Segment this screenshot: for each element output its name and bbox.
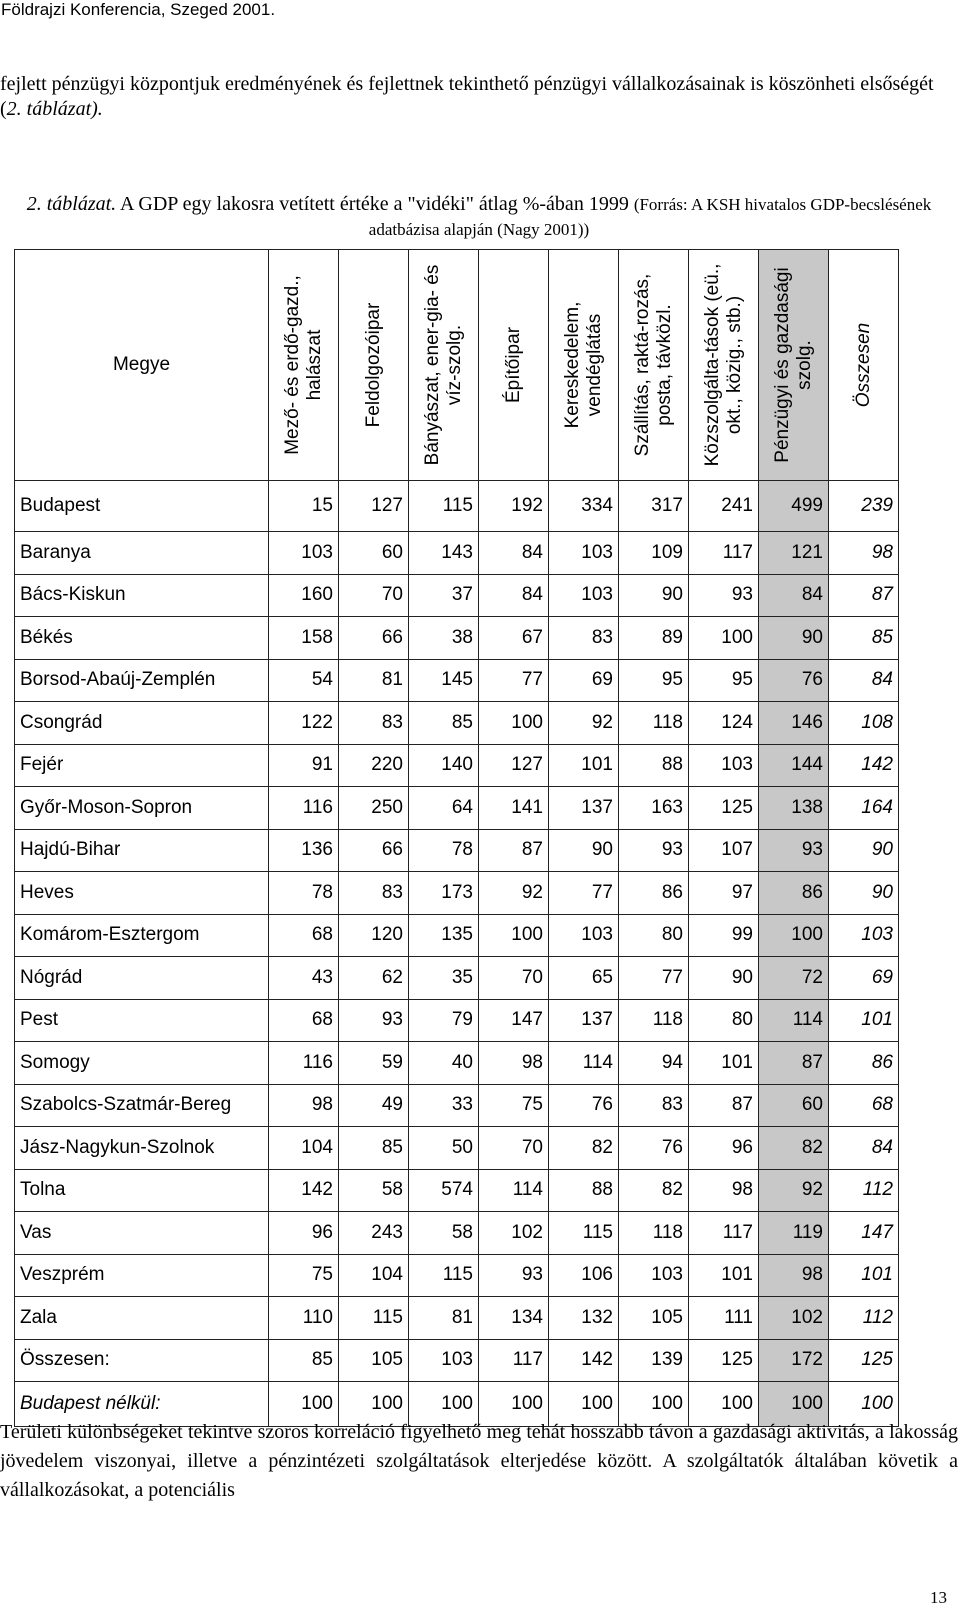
table-row bbox=[15, 702, 899, 745]
value-cell: 111 bbox=[689, 1297, 759, 1340]
value-cell: 103 bbox=[829, 914, 899, 957]
table-row bbox=[15, 532, 899, 575]
value-cell: 86 bbox=[759, 872, 829, 915]
header-transport bbox=[619, 250, 689, 481]
table-row bbox=[15, 617, 899, 660]
value-cell: 102 bbox=[479, 1212, 549, 1255]
header-trade-label: Kereskedelem, vendéglátás bbox=[561, 301, 605, 429]
table-row bbox=[15, 787, 899, 830]
value-cell: 88 bbox=[619, 744, 689, 787]
value-cell: 139 bbox=[619, 1339, 689, 1382]
value-cell: 250 bbox=[339, 787, 409, 830]
table-row bbox=[15, 744, 899, 787]
value-cell: 121 bbox=[759, 532, 829, 575]
value-cell: 239 bbox=[829, 481, 899, 532]
body-paragraph: Területi különbségeket tekintve szoros korreláció figyelhető meg tehát hosszabb távon a gazdasági aktivitás, a lakosság jövedelem viszonyai, illetve a pénzintézeti szolgáltatások elterjedése között. A szolgáltatók általában követik a vállalkozásokat, a potenciális bbox=[0, 1421, 958, 1501]
value-cell: 15 bbox=[269, 481, 339, 532]
value-cell: 103 bbox=[619, 1254, 689, 1297]
value-cell: 134 bbox=[479, 1297, 549, 1340]
value-cell: 58 bbox=[339, 1169, 409, 1212]
value-cell: 143 bbox=[409, 532, 479, 575]
value-cell: 84 bbox=[829, 1127, 899, 1170]
value-cell: 104 bbox=[269, 1127, 339, 1170]
table-row bbox=[15, 1169, 899, 1212]
value-cell: 98 bbox=[269, 1084, 339, 1127]
county-name: Összesen: bbox=[15, 1339, 269, 1382]
value-cell: 76 bbox=[619, 1127, 689, 1170]
value-cell: 100 bbox=[269, 1382, 339, 1427]
county-name: Hajdú-Bihar bbox=[15, 829, 269, 872]
value-cell: 118 bbox=[619, 1212, 689, 1255]
value-cell: 101 bbox=[549, 744, 619, 787]
value-cell: 107 bbox=[689, 829, 759, 872]
header-row bbox=[15, 250, 899, 481]
table-row bbox=[15, 1339, 899, 1382]
value-cell: 164 bbox=[829, 787, 899, 830]
value-cell: 86 bbox=[829, 1042, 899, 1085]
value-cell: 86 bbox=[619, 872, 689, 915]
value-cell: 76 bbox=[549, 1084, 619, 1127]
value-cell: 135 bbox=[409, 914, 479, 957]
value-cell: 83 bbox=[339, 872, 409, 915]
value-cell: 49 bbox=[339, 1084, 409, 1127]
value-cell: 69 bbox=[829, 957, 899, 1000]
value-cell: 88 bbox=[549, 1169, 619, 1212]
value-cell: 114 bbox=[549, 1042, 619, 1085]
value-cell: 110 bbox=[269, 1297, 339, 1340]
county-name: Tolna bbox=[15, 1169, 269, 1212]
county-name: Borsod-Abaúj-Zemplén bbox=[15, 659, 269, 702]
value-cell: 118 bbox=[619, 999, 689, 1042]
value-cell: 125 bbox=[829, 1339, 899, 1382]
value-cell: 114 bbox=[479, 1169, 549, 1212]
value-cell: 117 bbox=[689, 1212, 759, 1255]
table-row bbox=[15, 872, 899, 915]
value-cell: 68 bbox=[269, 999, 339, 1042]
header-megye: Megye bbox=[15, 250, 269, 481]
table-row bbox=[15, 914, 899, 957]
table-row bbox=[15, 574, 899, 617]
table-row bbox=[15, 999, 899, 1042]
table-row bbox=[15, 481, 899, 532]
value-cell: 60 bbox=[339, 532, 409, 575]
value-cell: 108 bbox=[829, 702, 899, 745]
value-cell: 70 bbox=[479, 1127, 549, 1170]
value-cell: 76 bbox=[759, 659, 829, 702]
value-cell: 67 bbox=[479, 617, 549, 660]
value-cell: 43 bbox=[269, 957, 339, 1000]
value-cell: 102 bbox=[759, 1297, 829, 1340]
value-cell: 72 bbox=[759, 957, 829, 1000]
header-construction-label: Építőipar bbox=[502, 326, 524, 404]
header-agriculture-label: Mező- és erdő-gazd., halászat bbox=[281, 275, 325, 455]
value-cell: 77 bbox=[479, 659, 549, 702]
value-cell: 70 bbox=[479, 957, 549, 1000]
value-cell: 173 bbox=[409, 872, 479, 915]
table-header bbox=[15, 250, 899, 481]
header-agriculture bbox=[269, 250, 339, 481]
value-cell: 103 bbox=[549, 532, 619, 575]
value-cell: 82 bbox=[549, 1127, 619, 1170]
value-cell: 101 bbox=[689, 1254, 759, 1297]
county-name: Szabolcs-Szatmár-Bereg bbox=[15, 1084, 269, 1127]
table-body bbox=[15, 481, 899, 1427]
value-cell: 136 bbox=[269, 829, 339, 872]
value-cell: 87 bbox=[759, 1042, 829, 1085]
value-cell: 79 bbox=[409, 999, 479, 1042]
value-cell: 85 bbox=[829, 617, 899, 660]
value-cell: 93 bbox=[619, 829, 689, 872]
value-cell: 84 bbox=[829, 659, 899, 702]
value-cell: 84 bbox=[479, 532, 549, 575]
value-cell: 58 bbox=[409, 1212, 479, 1255]
header-public-services-label: Közszolgálta-tások (eü., okt., közig., stb.) bbox=[701, 263, 745, 467]
value-cell: 117 bbox=[689, 532, 759, 575]
value-cell: 100 bbox=[479, 1382, 549, 1427]
value-cell: 114 bbox=[759, 999, 829, 1042]
value-cell: 158 bbox=[269, 617, 339, 660]
value-cell: 75 bbox=[269, 1254, 339, 1297]
value-cell: 59 bbox=[339, 1042, 409, 1085]
table-row bbox=[15, 1127, 899, 1170]
value-cell: 100 bbox=[829, 1382, 899, 1427]
value-cell: 101 bbox=[829, 999, 899, 1042]
value-cell: 103 bbox=[689, 744, 759, 787]
county-name: Komárom-Esztergom bbox=[15, 914, 269, 957]
value-cell: 142 bbox=[549, 1339, 619, 1382]
value-cell: 105 bbox=[619, 1297, 689, 1340]
value-cell: 116 bbox=[269, 787, 339, 830]
county-name: Fejér bbox=[15, 744, 269, 787]
value-cell: 125 bbox=[689, 1339, 759, 1382]
value-cell: 147 bbox=[829, 1212, 899, 1255]
header-transport-label: Szállítás, raktá-rozás, posta, távközl. bbox=[631, 273, 675, 457]
table-caption bbox=[0, 192, 958, 242]
value-cell: 90 bbox=[829, 829, 899, 872]
county-name: Heves bbox=[15, 872, 269, 915]
value-cell: 82 bbox=[759, 1127, 829, 1170]
value-cell: 92 bbox=[479, 872, 549, 915]
value-cell: 124 bbox=[689, 702, 759, 745]
value-cell: 147 bbox=[479, 999, 549, 1042]
value-cell: 93 bbox=[339, 999, 409, 1042]
table-row bbox=[15, 1084, 899, 1127]
header-mining-energy bbox=[409, 250, 479, 481]
value-cell: 90 bbox=[549, 829, 619, 872]
value-cell: 163 bbox=[619, 787, 689, 830]
county-name: Zala bbox=[15, 1297, 269, 1340]
value-cell: 115 bbox=[549, 1212, 619, 1255]
value-cell: 87 bbox=[479, 829, 549, 872]
header-manufacturing bbox=[339, 250, 409, 481]
value-cell: 87 bbox=[689, 1084, 759, 1127]
county-name: Veszprém bbox=[15, 1254, 269, 1297]
header-construction bbox=[479, 250, 549, 481]
value-cell: 64 bbox=[409, 787, 479, 830]
value-cell: 116 bbox=[269, 1042, 339, 1085]
value-cell: 80 bbox=[619, 914, 689, 957]
value-cell: 92 bbox=[549, 702, 619, 745]
value-cell: 499 bbox=[759, 481, 829, 532]
value-cell: 82 bbox=[619, 1169, 689, 1212]
value-cell: 112 bbox=[829, 1297, 899, 1340]
value-cell: 66 bbox=[339, 829, 409, 872]
value-cell: 101 bbox=[689, 1042, 759, 1085]
value-cell: 103 bbox=[409, 1339, 479, 1382]
county-name: Győr-Moson-Sopron bbox=[15, 787, 269, 830]
header-financial bbox=[759, 250, 829, 481]
value-cell: 90 bbox=[619, 574, 689, 617]
table-row bbox=[15, 1212, 899, 1255]
value-cell: 132 bbox=[549, 1297, 619, 1340]
value-cell: 84 bbox=[479, 574, 549, 617]
table-row bbox=[15, 829, 899, 872]
value-cell: 77 bbox=[619, 957, 689, 1000]
county-name: Budapest nélkül: bbox=[15, 1382, 269, 1427]
value-cell: 103 bbox=[549, 914, 619, 957]
value-cell: 160 bbox=[269, 574, 339, 617]
value-cell: 33 bbox=[409, 1084, 479, 1127]
value-cell: 96 bbox=[269, 1212, 339, 1255]
value-cell: 100 bbox=[759, 1382, 829, 1427]
intro-body: fejlett pénzügyi központjuk eredményének és fejlettnek tekinthető pénzügyi vállalkozásainak is köszönheti elsőségét ( bbox=[0, 73, 934, 120]
header-mining-energy-label: Bányászat, ener-gia- és víz-szolg. bbox=[421, 264, 465, 466]
value-cell: 243 bbox=[339, 1212, 409, 1255]
value-cell: 40 bbox=[409, 1042, 479, 1085]
county-name: Somogy bbox=[15, 1042, 269, 1085]
value-cell: 117 bbox=[479, 1339, 549, 1382]
value-cell: 35 bbox=[409, 957, 479, 1000]
value-cell: 122 bbox=[269, 702, 339, 745]
value-cell: 104 bbox=[339, 1254, 409, 1297]
value-cell: 100 bbox=[479, 702, 549, 745]
value-cell: 85 bbox=[269, 1339, 339, 1382]
header-manufacturing-label: Feldolgozóipar bbox=[362, 302, 384, 428]
caption-source: (Forrás: A KSH hivatalos GDP-becslésének adatbázisa alapján (Nagy 2001)) bbox=[368, 195, 932, 239]
value-cell: 89 bbox=[619, 617, 689, 660]
value-cell: 98 bbox=[829, 532, 899, 575]
value-cell: 127 bbox=[339, 481, 409, 532]
value-cell: 118 bbox=[619, 702, 689, 745]
value-cell: 145 bbox=[409, 659, 479, 702]
value-cell: 83 bbox=[549, 617, 619, 660]
value-cell: 99 bbox=[689, 914, 759, 957]
value-cell: 81 bbox=[409, 1297, 479, 1340]
header-public-services bbox=[689, 250, 759, 481]
value-cell: 241 bbox=[689, 481, 759, 532]
value-cell: 85 bbox=[409, 702, 479, 745]
value-cell: 90 bbox=[829, 872, 899, 915]
value-cell: 140 bbox=[409, 744, 479, 787]
value-cell: 100 bbox=[619, 1382, 689, 1427]
value-cell: 90 bbox=[759, 617, 829, 660]
value-cell: 83 bbox=[619, 1084, 689, 1127]
header-total-label: Összesen bbox=[852, 322, 874, 408]
value-cell: 60 bbox=[759, 1084, 829, 1127]
value-cell: 66 bbox=[339, 617, 409, 660]
value-cell: 93 bbox=[479, 1254, 549, 1297]
value-cell: 100 bbox=[549, 1382, 619, 1427]
intro-text bbox=[0, 72, 958, 122]
value-cell: 115 bbox=[409, 481, 479, 532]
value-cell: 80 bbox=[689, 999, 759, 1042]
value-cell: 127 bbox=[479, 744, 549, 787]
value-cell: 192 bbox=[479, 481, 549, 532]
value-cell: 69 bbox=[549, 659, 619, 702]
value-cell: 125 bbox=[689, 787, 759, 830]
value-cell: 81 bbox=[339, 659, 409, 702]
value-cell: 120 bbox=[339, 914, 409, 957]
value-cell: 105 bbox=[339, 1339, 409, 1382]
value-cell: 98 bbox=[689, 1169, 759, 1212]
value-cell: 100 bbox=[759, 914, 829, 957]
value-cell: 317 bbox=[619, 481, 689, 532]
value-cell: 97 bbox=[689, 872, 759, 915]
value-cell: 84 bbox=[759, 574, 829, 617]
county-name: Nógrád bbox=[15, 957, 269, 1000]
value-cell: 100 bbox=[689, 617, 759, 660]
value-cell: 141 bbox=[479, 787, 549, 830]
value-cell: 101 bbox=[829, 1254, 899, 1297]
value-cell: 115 bbox=[339, 1297, 409, 1340]
county-name: Csongrád bbox=[15, 702, 269, 745]
header-financial-label: Pénzügyi és gazdasági szolg. bbox=[771, 267, 815, 463]
value-cell: 91 bbox=[269, 744, 339, 787]
value-cell: 94 bbox=[619, 1042, 689, 1085]
value-cell: 172 bbox=[759, 1339, 829, 1382]
value-cell: 103 bbox=[269, 532, 339, 575]
value-cell: 92 bbox=[759, 1169, 829, 1212]
value-cell: 54 bbox=[269, 659, 339, 702]
value-cell: 77 bbox=[549, 872, 619, 915]
value-cell: 100 bbox=[689, 1382, 759, 1427]
value-cell: 146 bbox=[759, 702, 829, 745]
value-cell: 100 bbox=[339, 1382, 409, 1427]
value-cell: 83 bbox=[339, 702, 409, 745]
value-cell: 98 bbox=[759, 1254, 829, 1297]
value-cell: 574 bbox=[409, 1169, 479, 1212]
value-cell: 96 bbox=[689, 1127, 759, 1170]
value-cell: 138 bbox=[759, 787, 829, 830]
value-cell: 95 bbox=[619, 659, 689, 702]
value-cell: 334 bbox=[549, 481, 619, 532]
value-cell: 87 bbox=[829, 574, 899, 617]
table-row bbox=[15, 1042, 899, 1085]
page-number: 13 bbox=[930, 1588, 947, 1607]
value-cell: 109 bbox=[619, 532, 689, 575]
value-cell: 90 bbox=[689, 957, 759, 1000]
value-cell: 93 bbox=[689, 574, 759, 617]
value-cell: 112 bbox=[829, 1169, 899, 1212]
value-cell: 115 bbox=[409, 1254, 479, 1297]
caption-label: 2. táblázat. bbox=[26, 193, 117, 215]
value-cell: 106 bbox=[549, 1254, 619, 1297]
table-row bbox=[15, 659, 899, 702]
value-cell: 119 bbox=[759, 1212, 829, 1255]
table-row bbox=[15, 957, 899, 1000]
value-cell: 93 bbox=[759, 829, 829, 872]
county-name: Pest bbox=[15, 999, 269, 1042]
county-name: Budapest bbox=[15, 481, 269, 532]
value-cell: 142 bbox=[829, 744, 899, 787]
county-name: Jász-Nagykun-Szolnok bbox=[15, 1127, 269, 1170]
value-cell: 137 bbox=[549, 999, 619, 1042]
county-name: Békés bbox=[15, 617, 269, 660]
value-cell: 38 bbox=[409, 617, 479, 660]
value-cell: 144 bbox=[759, 744, 829, 787]
value-cell: 142 bbox=[269, 1169, 339, 1212]
value-cell: 70 bbox=[339, 574, 409, 617]
table-row bbox=[15, 1254, 899, 1297]
value-cell: 62 bbox=[339, 957, 409, 1000]
gdp-table bbox=[14, 249, 899, 1427]
value-cell: 85 bbox=[339, 1127, 409, 1170]
value-cell: 137 bbox=[549, 787, 619, 830]
page-header: Földrajzi Konferencia, Szeged 2001. bbox=[1, 0, 276, 19]
county-name: Baranya bbox=[15, 532, 269, 575]
value-cell: 78 bbox=[409, 829, 479, 872]
value-cell: 75 bbox=[479, 1084, 549, 1127]
header-total bbox=[829, 250, 899, 481]
value-cell: 98 bbox=[479, 1042, 549, 1085]
table-row bbox=[15, 1297, 899, 1340]
value-cell: 68 bbox=[829, 1084, 899, 1127]
value-cell: 65 bbox=[549, 957, 619, 1000]
value-cell: 50 bbox=[409, 1127, 479, 1170]
value-cell: 100 bbox=[479, 914, 549, 957]
county-name: Bács-Kiskun bbox=[15, 574, 269, 617]
value-cell: 37 bbox=[409, 574, 479, 617]
value-cell: 78 bbox=[269, 872, 339, 915]
intro-table-ref: 2. táblázat). bbox=[6, 98, 103, 120]
header-trade bbox=[549, 250, 619, 481]
value-cell: 100 bbox=[409, 1382, 479, 1427]
value-cell: 220 bbox=[339, 744, 409, 787]
value-cell: 103 bbox=[549, 574, 619, 617]
value-cell: 95 bbox=[689, 659, 759, 702]
value-cell: 68 bbox=[269, 914, 339, 957]
caption-title: A GDP egy lakosra vetített értéke a "vidéki" átlag %-ában 1999 bbox=[116, 193, 634, 215]
county-name: Vas bbox=[15, 1212, 269, 1255]
